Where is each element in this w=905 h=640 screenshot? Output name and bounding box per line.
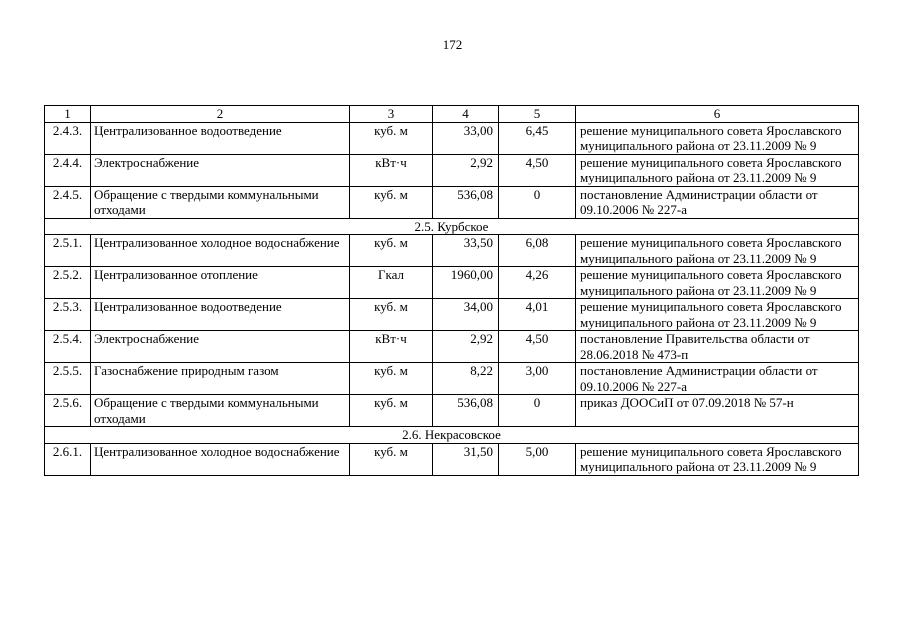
row-number: 2.5.4. (45, 331, 91, 363)
legal-basis: решение муниципального совета Ярославского муниципального района от 23.11.2009 № 9 (576, 235, 859, 267)
unit-cell: куб. м (350, 363, 433, 395)
section-row (45, 218, 859, 235)
norm-value: 31,50 (433, 443, 499, 475)
table-row (45, 443, 859, 475)
row-number: 2.5.3. (45, 299, 91, 331)
unit-cell: кВт·ч (350, 154, 433, 186)
row-number: 2.5.1. (45, 235, 91, 267)
table-row (45, 154, 859, 186)
rate-value: 6,45 (499, 122, 576, 154)
table-row (45, 395, 859, 427)
service-name: Электроснабжение (91, 331, 350, 363)
legal-basis: решение муниципального совета Ярославского муниципального района от 23.11.2009 № 9 (576, 267, 859, 299)
legal-basis: приказ ДООСиП от 07.09.2018 № 57-н (576, 395, 859, 427)
header-cell: 4 (433, 106, 499, 123)
service-name: Газоснабжение природным газом (91, 363, 350, 395)
unit-cell: куб. м (350, 235, 433, 267)
unit-cell: Гкал (350, 267, 433, 299)
page-number: 172 (442, 37, 463, 52)
header-cell: 6 (576, 106, 859, 123)
row-number: 2.4.3. (45, 122, 91, 154)
norm-value: 2,92 (433, 331, 499, 363)
service-name: Централизованное отопление (91, 267, 350, 299)
unit-cell: куб. м (350, 395, 433, 427)
legal-basis: решение муниципального совета Ярославского муниципального района от 23.11.2009 № 9 (576, 299, 859, 331)
legal-basis: решение муниципального совета Ярославского муниципального района от 23.11.2009 № 9 (576, 443, 859, 475)
row-number: 2.4.4. (45, 154, 91, 186)
rate-value: 0 (499, 186, 576, 218)
unit-cell: кВт·ч (350, 331, 433, 363)
legal-basis: решение муниципального совета Ярославского муниципального района от 23.11.2009 № 9 (576, 154, 859, 186)
rate-value: 4,01 (499, 299, 576, 331)
norm-value: 34,00 (433, 299, 499, 331)
service-name: Централизованное холодное водоснабжение (91, 235, 350, 267)
tariff-table (44, 105, 859, 476)
service-name: Централизованное водоотведение (91, 299, 350, 331)
table-row (45, 331, 859, 363)
norm-value: 8,22 (433, 363, 499, 395)
row-number: 2.5.5. (45, 363, 91, 395)
norm-value: 2,92 (433, 154, 499, 186)
unit-cell: куб. м (350, 299, 433, 331)
section-row (45, 427, 859, 444)
service-name: Обращение с твердыми коммунальными отходами (91, 186, 350, 218)
table-row (45, 235, 859, 267)
norm-value: 536,08 (433, 395, 499, 427)
service-name: Централизованное холодное водоснабжение (91, 443, 350, 475)
row-number: 2.4.5. (45, 186, 91, 218)
rate-value: 4,50 (499, 154, 576, 186)
unit-cell: куб. м (350, 186, 433, 218)
row-number: 2.6.1. (45, 443, 91, 475)
service-name: Обращение с твердыми коммунальными отходами (91, 395, 350, 427)
row-number: 2.5.6. (45, 395, 91, 427)
unit-cell: куб. м (350, 443, 433, 475)
norm-value: 536,08 (433, 186, 499, 218)
norm-value: 33,00 (433, 122, 499, 154)
service-name: Централизованное водоотведение (91, 122, 350, 154)
rate-value: 4,26 (499, 267, 576, 299)
rate-value: 4,50 (499, 331, 576, 363)
table-row (45, 299, 859, 331)
rate-value: 6,08 (499, 235, 576, 267)
table-header-row (45, 106, 859, 123)
header-cell: 5 (499, 106, 576, 123)
rate-value: 5,00 (499, 443, 576, 475)
table-row (45, 186, 859, 218)
rate-value: 0 (499, 395, 576, 427)
header-cell: 1 (45, 106, 91, 123)
legal-basis: постановление Администрации области от 09.10.2006 № 227-а (576, 186, 859, 218)
service-name: Электроснабжение (91, 154, 350, 186)
section-title: 2.5. Курбское (45, 218, 859, 235)
table-row (45, 363, 859, 395)
row-number: 2.5.2. (45, 267, 91, 299)
legal-basis: постановление Правительства области от 28.06.2018 № 473-п (576, 331, 859, 363)
legal-basis: решение муниципального совета Ярославского муниципального района от 23.11.2009 № 9 (576, 122, 859, 154)
section-title: 2.6. Некрасовское (45, 427, 859, 444)
rate-value: 3,00 (499, 363, 576, 395)
unit-cell: куб. м (350, 122, 433, 154)
table-row (45, 122, 859, 154)
header-cell: 3 (350, 106, 433, 123)
norm-value: 1960,00 (433, 267, 499, 299)
table-row (45, 267, 859, 299)
norm-value: 33,50 (433, 235, 499, 267)
header-cell: 2 (91, 106, 350, 123)
legal-basis: постановление Администрации области от 09.10.2006 № 227-а (576, 363, 859, 395)
